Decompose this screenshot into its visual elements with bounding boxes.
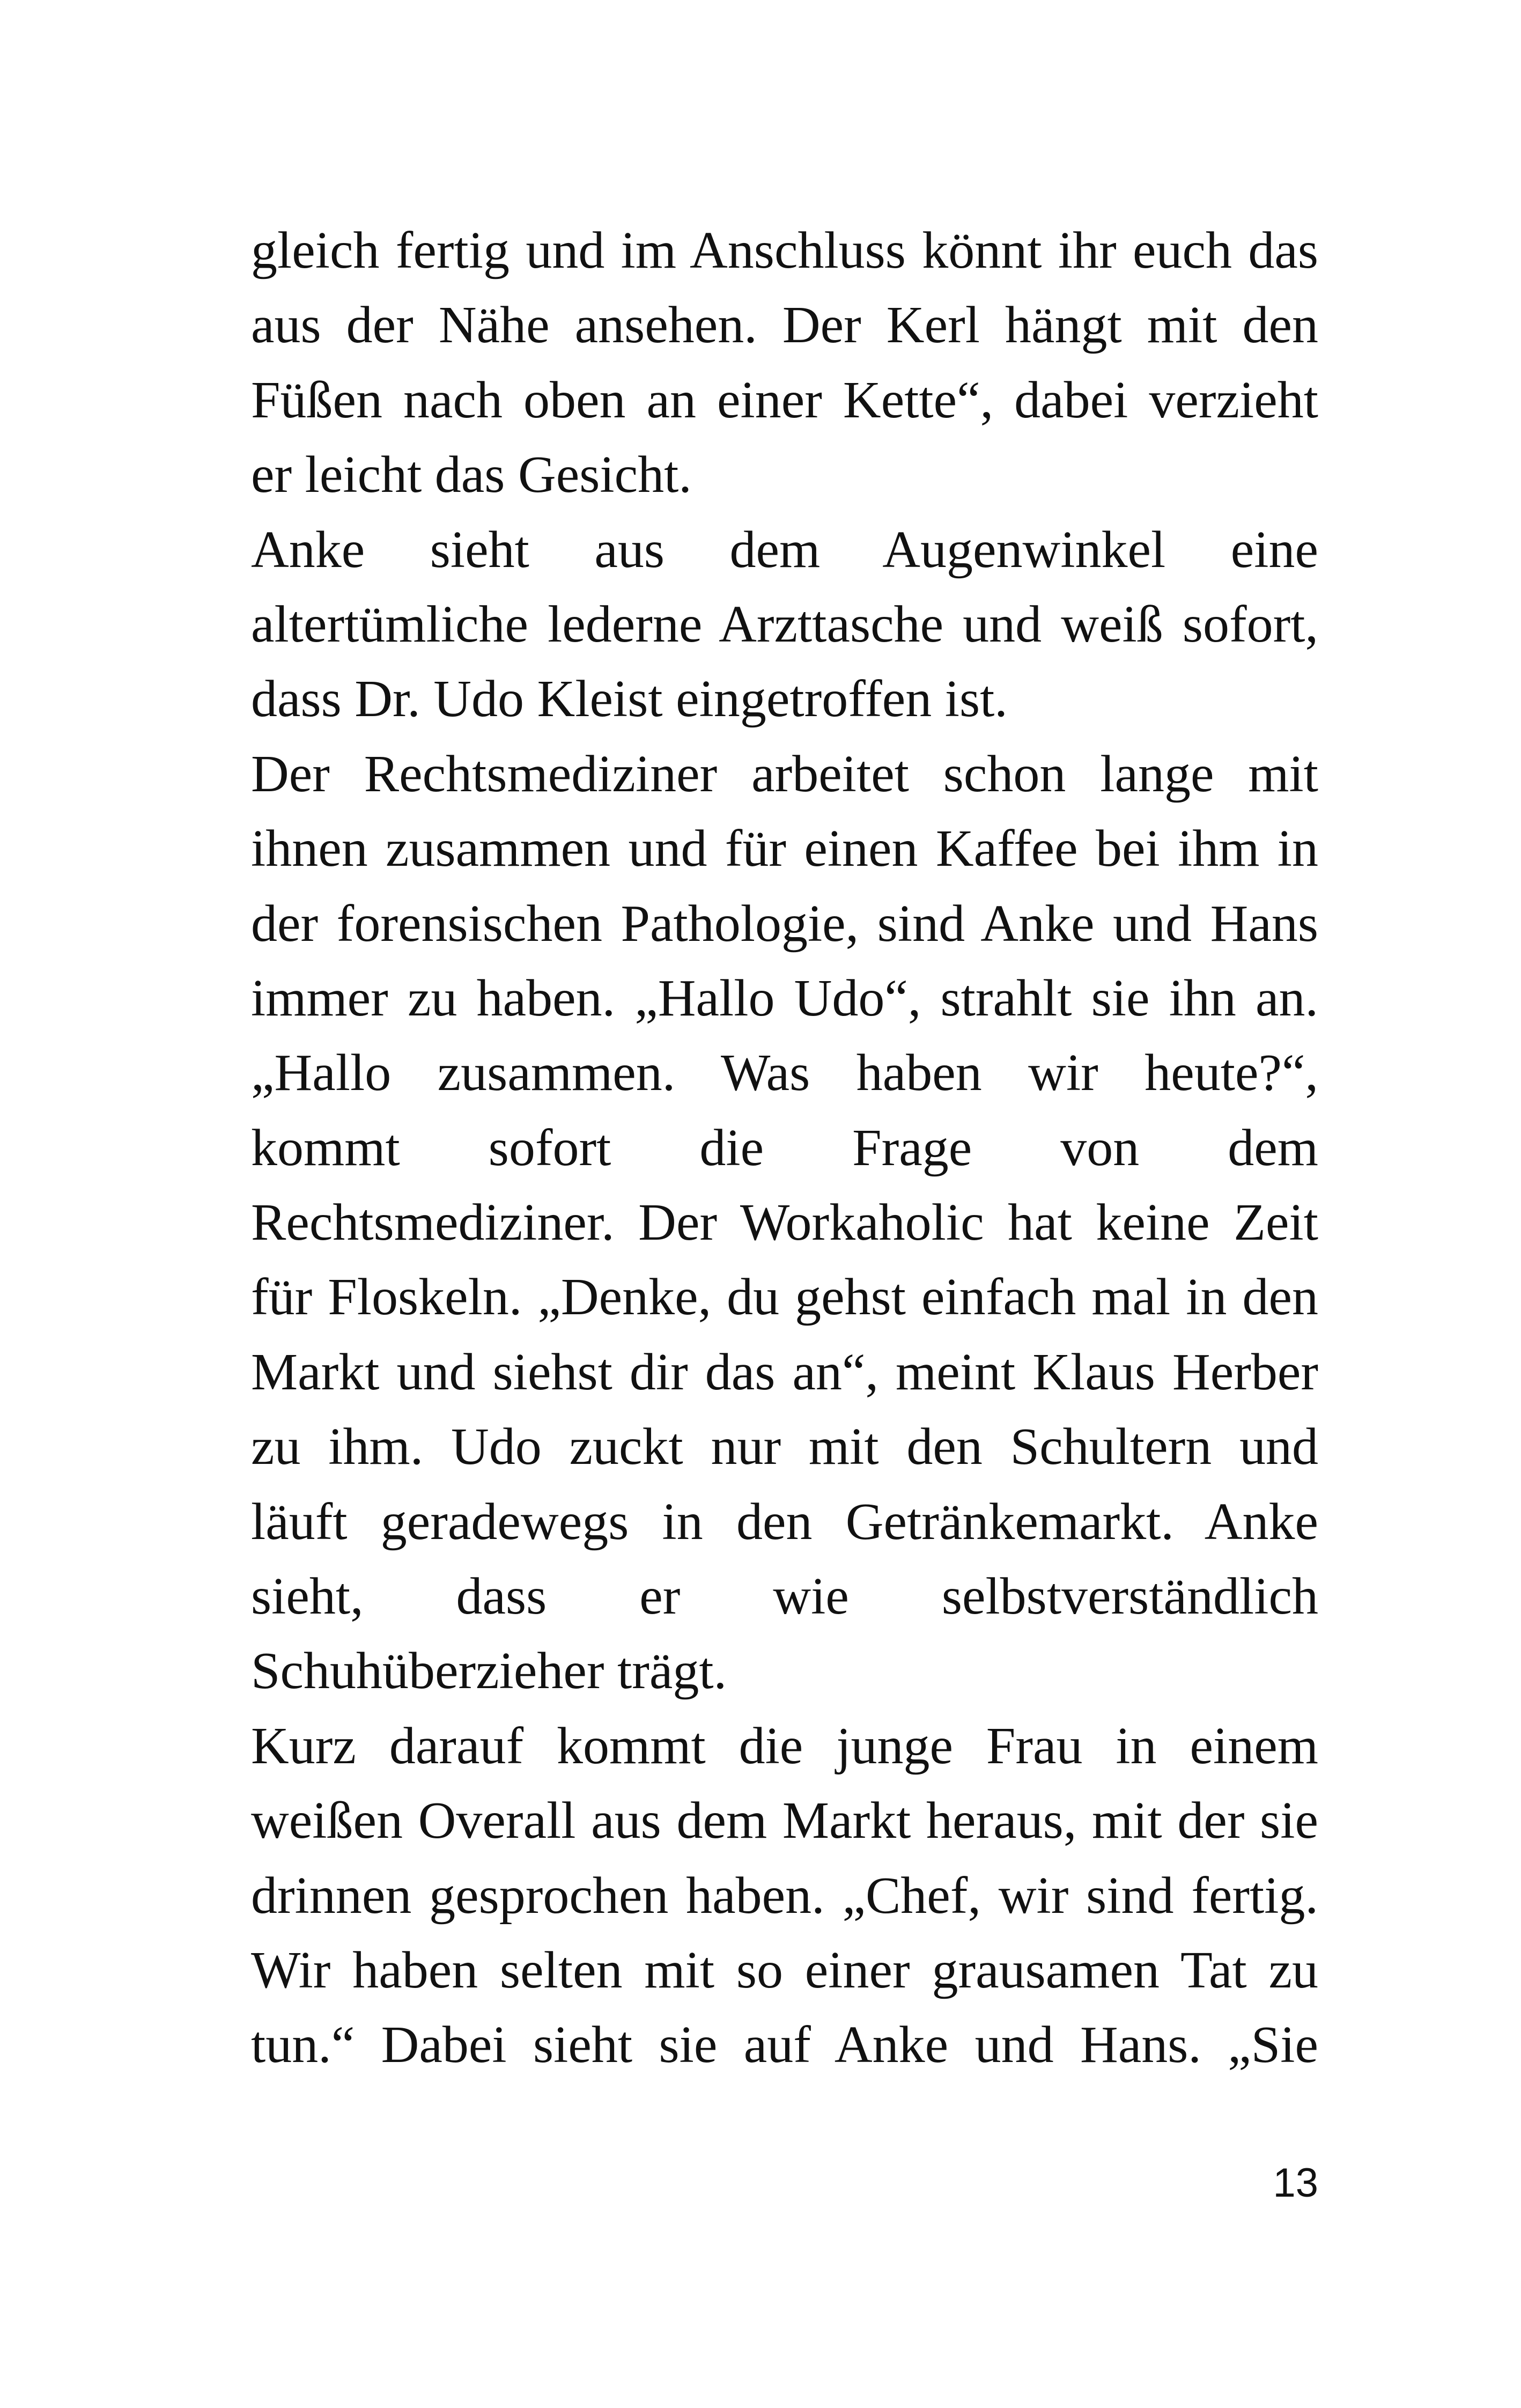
text-line: Schuhüberzieher trägt. [251,1642,727,1700]
body-text [251,213,1318,2083]
text-line: „Hallo zusammen. Was haben wir heute?“, [251,1044,1318,1102]
text-line: läuft geradewegs in den Getränkemarkt. Anke [251,1492,1318,1551]
text-line: gleich fertig und im Anschluss könnt ihr euch das [251,222,1318,279]
text-line: der forensischen Pathologie, sind Anke und Hans [251,894,1318,953]
text-line: weißen Overall aus dem Markt heraus, mit der sie [251,1792,1318,1850]
text-line: ihnen zusammen und für einen Kaffee bei ihm in [251,820,1318,878]
text-line: er leicht das Gesicht. [251,446,692,504]
text-line: drinnen gesprochen haben. „Chef, wir sind fertig. [251,1866,1318,1925]
text-line: Wir haben selten mit so einer grausamen Tat zu [251,1941,1318,1999]
text-line: für Floskeln. „Denke, du gehst einfach mal in den [251,1268,1318,1327]
text-line: aus der Nähe ansehen. Der Kerl hängt mit den [251,296,1318,355]
text-line: immer zu haben. „Hallo Udo“, strahlt sie ihn an. [251,969,1318,1027]
text-line: sieht, dass er wie selbstverständlich [251,1567,1318,1626]
text-line: Markt und siehst dir das an“, meint Klaus Herber [251,1343,1318,1401]
text-line: Anke sieht aus dem Augenwinkel eine [251,520,1318,579]
text-line: zu ihm. Udo zuckt nur mit den Schultern und [251,1418,1318,1476]
text-line: tun.“ Dabei sieht sie auf Anke und Hans. „Sie [251,2016,1318,2074]
text-line: Füßen nach oben an einer Kette“, dabei verzieht [251,371,1318,429]
page-number: 13 [1273,2160,1318,2206]
text-line: kommt sofort die Frage von dem [251,1118,1318,1177]
text-line: Rechtsmediziner. Der Workaholic hat keine Zeit [251,1194,1318,1252]
text-line: Der Rechtsmediziner arbeitet schon lange mit [251,745,1318,803]
text-line: altertümliche lederne Arzttasche und weiß sofort, [251,595,1318,653]
text-line: Kurz darauf kommt die junge Frau in einem [251,1717,1318,1775]
text-line: dass Dr. Udo Kleist eingetroffen ist. [251,670,1008,728]
